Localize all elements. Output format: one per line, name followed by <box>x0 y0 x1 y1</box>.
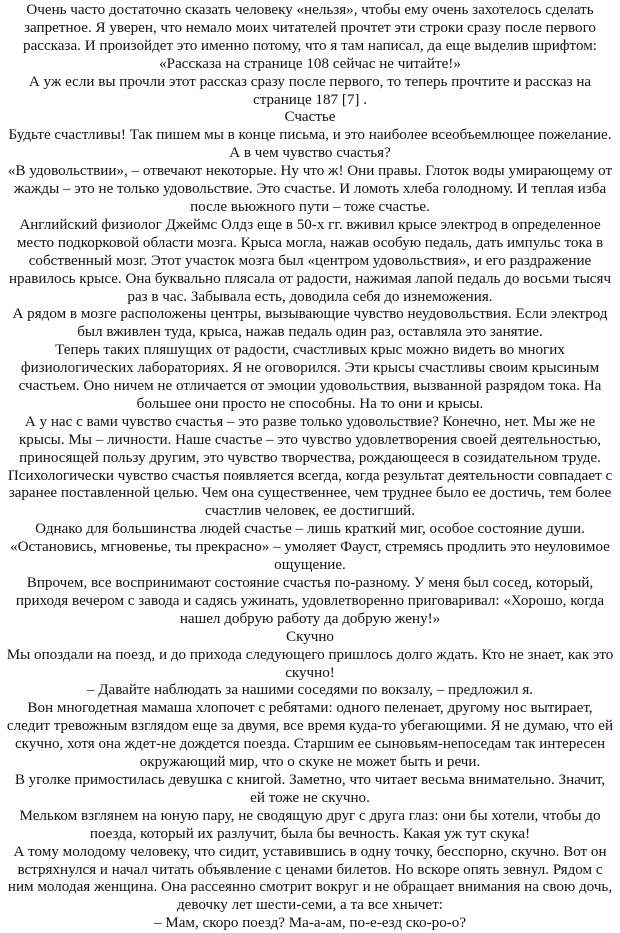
paragraph: – Давайте наблюдать за нашими соседями по вокзалу, – предложил я. <box>86 682 534 699</box>
paragraph: Впрочем, все воспринимают состояние счастья по-разному. У меня был сосед, который, приходя вечером с завода и садясь ужинать, удовлетворенно приговаривал: «Хорошо, когда нашел добрую работу да добрую жену!» <box>15 575 605 627</box>
paragraph: «В удовольствии», – отвечают некоторые. Ну что ж! Они правы. Глоток воды умирающему от жажды – это не только удовольствие. Это счастье. И ломоть хлеба голодному. И теплая изба после вьюжного пути – тоже счастье. <box>7 163 613 215</box>
paragraph: А уж если вы прочли этот рассказ сразу после первого, то теперь прочтите и рассказ на странице 187 [7] . <box>28 73 592 108</box>
paragraph: В уголке примостилась девушка с книгой. Заметно, что читает весьма внимательно. Значит, ей тоже не скучно. <box>14 771 606 806</box>
paragraph: А рядом в мозге расположены центры, вызывающие чувство неудовольствия. Если электрод был вживлен туда, крыса, нажав педаль один раз, оставляла это занятие. <box>12 306 608 341</box>
paragraph: Теперь таких пляшущих от радости, счастливых крыс можно видеть во многих физиологических лабораториях. Я не оговорился. Эти крысы счастливы своим крысиным счастьем. Оно ничем не отличается от эмоции удовольствия, вызванной разрядом тока. На большее они просто не способны. На то они и крысы. <box>18 342 602 412</box>
paragraph: Мы опоздали на поезд, и до прихода следующего пришлось долго ждать. Кто не знает, как это скучно! <box>6 646 614 681</box>
paragraph: – Мам, скоро поезд? Ма-а-ам, по-е-езд ско-ро-о? <box>153 915 467 932</box>
paragraph: Однако для большинства людей счастье – лишь краткий миг, особое состояние души. «Остановись, мгновенье, ты прекрасно» – умоляет Фауст, стремясь продлить это неуловимое ощущение. <box>10 521 610 574</box>
section-heading-happiness: Счастье <box>284 109 336 126</box>
paragraph: А у нас с вами чувство счастья – это разве только удовольствие? Конечно, нет. Мы же не крысы. Мы – личности. Наше счастье – это чувство удовлетворения своей деятельностью, приносящей пользу другим, это чувство творчества, рождающееся в созидательном труде. <box>18 413 602 466</box>
paragraph: Очень часто достаточно сказать человеку «нельзя», чтобы ему очень захотелось сделать запретное. Я уверен, что немало моих читателей прочтет эти строки сразу после первого рассказа. И произойдет это именно потому, что я там написал, да еще выделив шрифтом: «Рассказа на странице 108 сейчас не читайте!» <box>23 2 597 72</box>
paragraph: Английский физиолог Джеймс Олдз еще в 50-х гг. вживил крысе электрод в определенное место подкорковой области мозга. Крыса могла, нажав особую педаль, дать импульс тока в собственный мозг. Этот участок мозга был «центром удовольствия», и его раздражение нравилось крысе. Она буквально плясала от радости, нажимая лапой педаль до восьми тысяч раз в час. Забывала есть, доводила себя до изнеможения. <box>8 216 612 305</box>
section-heading-boring: Скучно <box>286 628 334 645</box>
paragraph: Психологически чувство счастья появляется всегда, когда результат деятельности совпадает с заранее поставленной целью. Чем она существеннее, чем труднее было ее достичь, тем более счастлив человек, ее достигший. <box>7 467 613 520</box>
paragraph: Будьте счастливы! Так пишем мы в конце письма, и это наиболее всеобъемлющее пожелание. А в чем чувство счастья? <box>8 127 612 162</box>
paragraph: Вон многодетная мамаша хлопочет с ребятами: одного пеленает, другому нос вытирает, следит тревожным взглядом еще за двумя, все время куда-то убегающими. Я не думаю, что ей скучно, хотя она ждет-не дождется поезда. Старшим ее сыновьям-непоседам так интересен окружающий мир, что о скуке не может быть и речи. <box>6 700 614 771</box>
paragraph: Мельком взглянем на юную пару, не сводящую друг с друга глаз: они бы хотели, чтобы до поезда, который их разлучит, была бы вечность. Какая уж тут скука! <box>19 807 601 842</box>
paragraph: А тому молодому человеку, что сидит, уставившись в одну точку, бесспорно, скучно. Вот он встряхнулся и начал читать объявление с ценами билетов. Но вскоре опять зевнул. Рядом с ним молодая женщина. Она рассеянно смотрит вокруг и не обращает внимания на свою дочь, девочку лет шести-семи, а та все хнычет: <box>7 843 613 914</box>
